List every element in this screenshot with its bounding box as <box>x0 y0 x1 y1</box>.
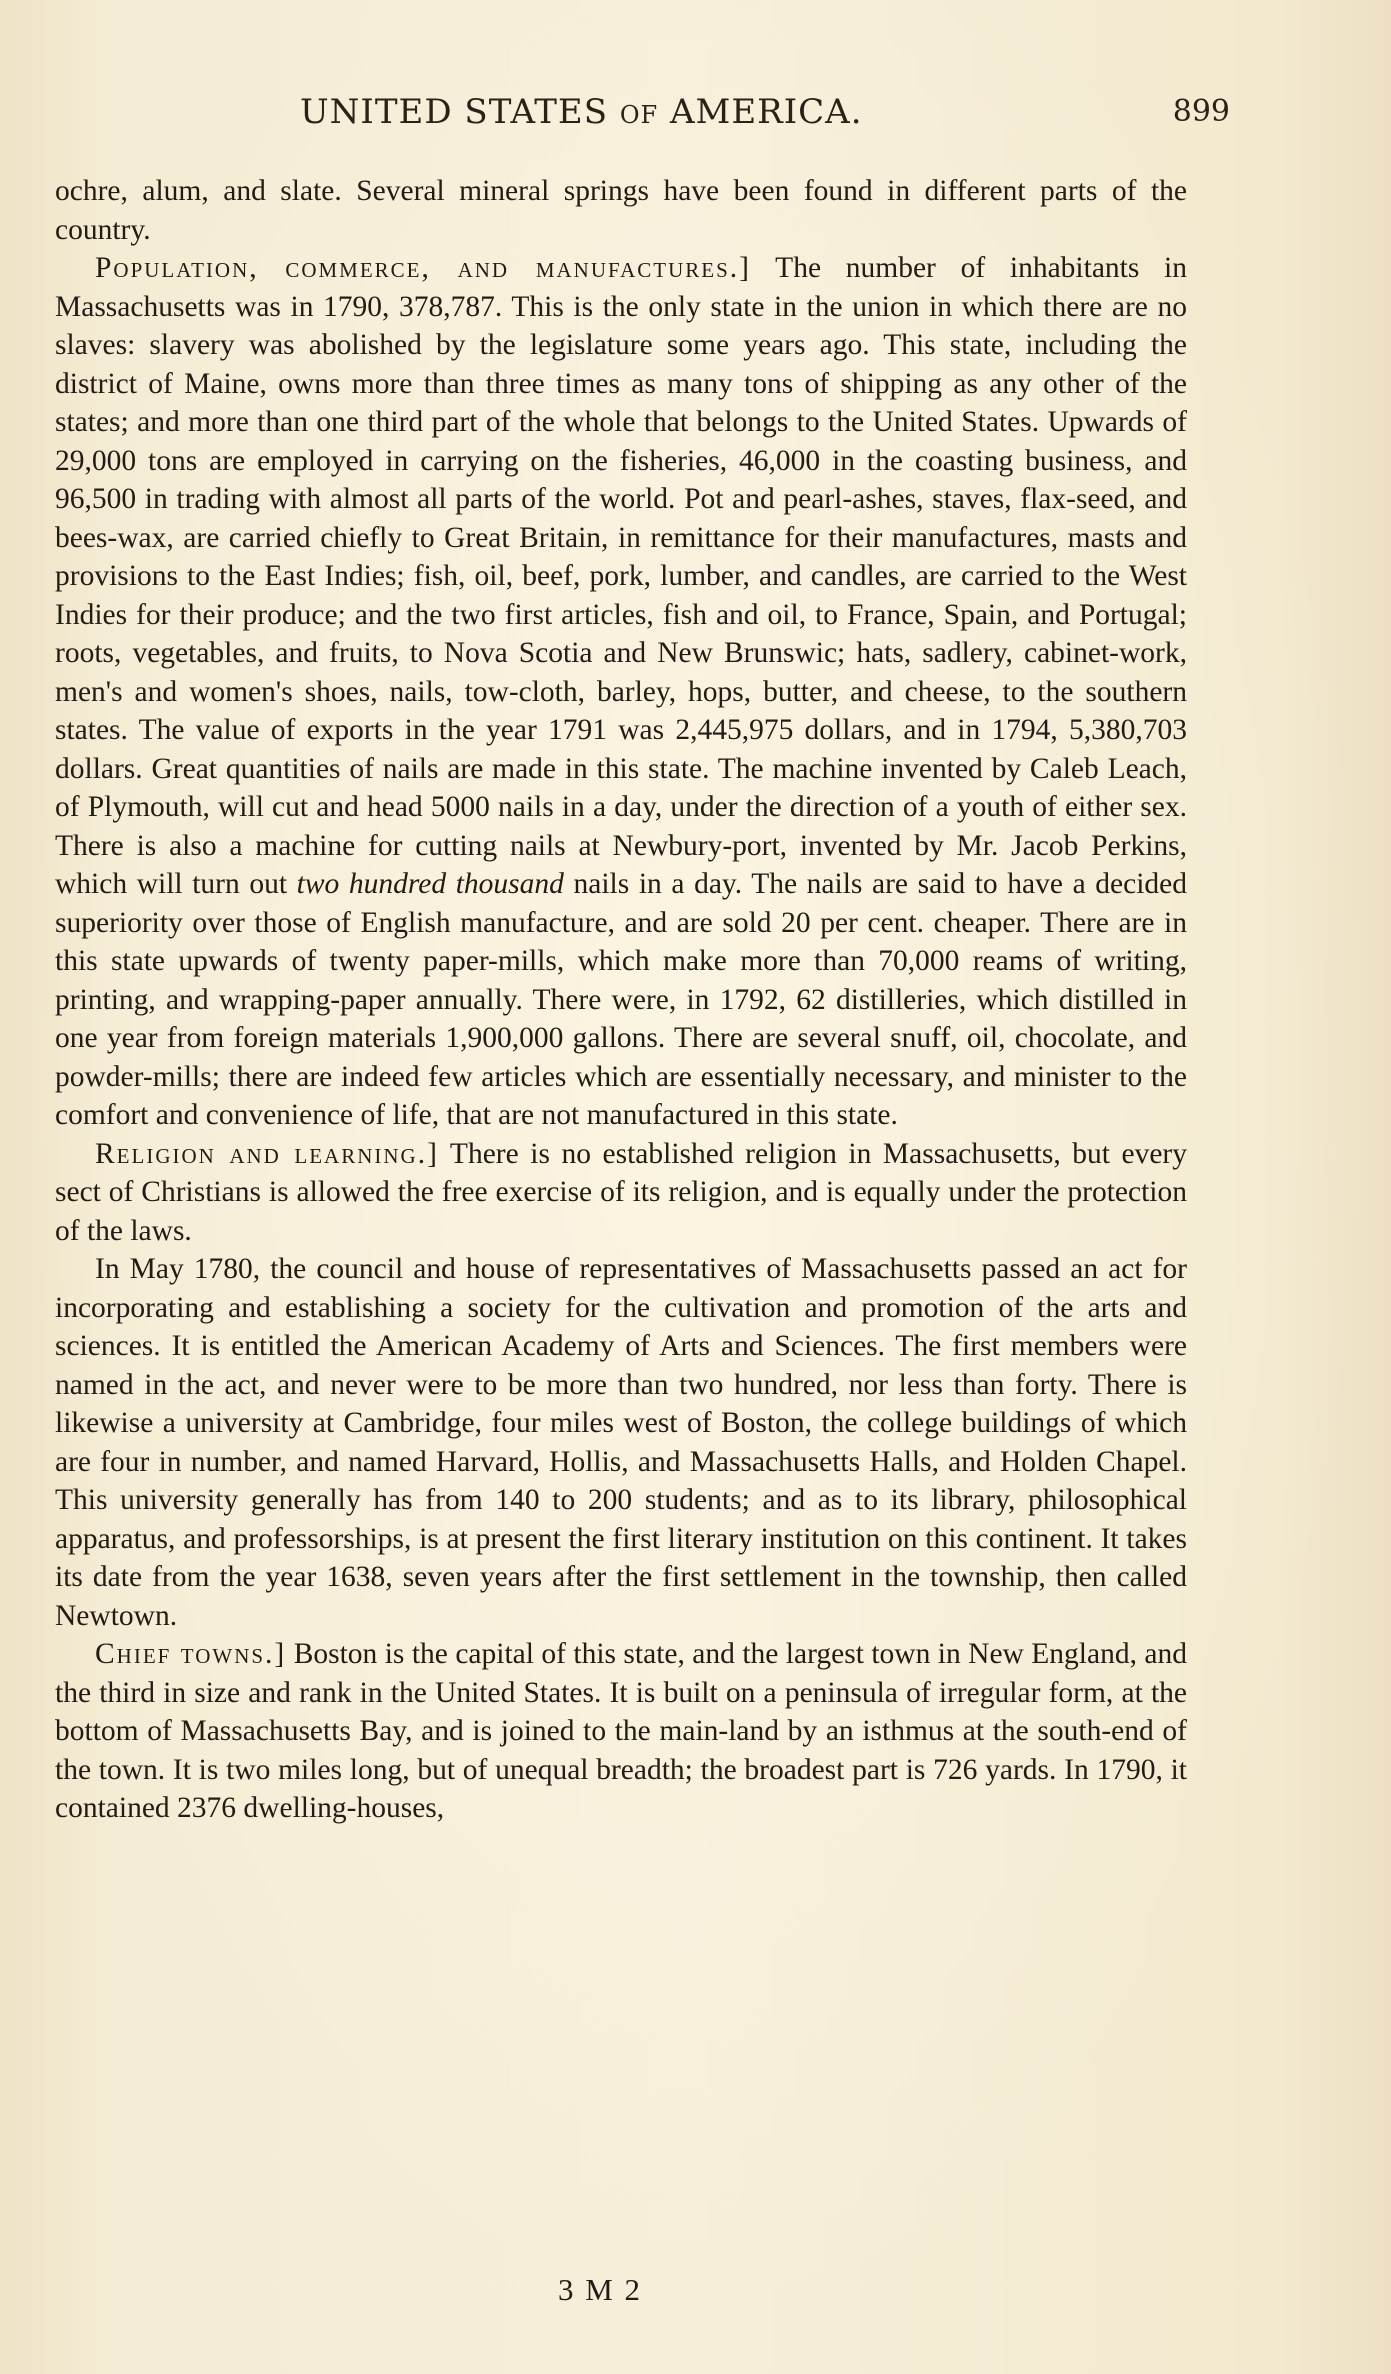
page-number: 899 <box>1172 94 1230 129</box>
section-heading-population: Population, commerce, and manufactures.] <box>95 252 751 284</box>
signature-mark: 3 M 2 <box>557 2272 643 2307</box>
paragraph-academy-university: In May 1780, the council and house of representatives of Massachusetts passed an act for incorporating and establishing a society for the cultivation and promotion of the arts and sciences. It is entitled the American Academy of Arts and Sciences. The first members were named in the act, and never were to be more than two hundred, nor less than forty. There is likewise a university at Cambridge, four miles west of Boston, the college buildings of which are four in number, and named Harvard, Hollis, and Massachusetts Halls, and Holden Chapel. This university generally has from 140 to 200 students; and as to its library, philosophical apparatus, and professorships, is at present the first literary institution on this continent. It takes its date from the year 1638, seven years after the first settlement in the township, then called Newtown. <box>55 1253 1187 1632</box>
paragraph-population-text-continued: nails in a day. The nails are said to have a decided superiority over those of English manufacture, and are sold 20 per cent. cheaper. There are in this state upwards of twenty paper-mills, which make more than 70,000 reams of writing, printing, and wrapping-paper annually. There were, in 1792, 62 distilleries, which distilled in one year from foreign materials 1,900,000 gallons. There are several snuff, oil, chocolate, and powder-mills; there are indeed few articles which are essentially necessary, and minister to the comfort and convenience of life, that are not manufactured in this state. <box>55 868 1188 1131</box>
paragraph-population-text: The number of inhabitants in Massachusetts was in 1790, 378,787. This is the only state in the union in which there are no slaves: slavery was abolished by the legislature some years ago. This state, including the district of Maine, owns more than three times as many tons of shipping as any other of the states; and more than one third part of the whole that belongs to the United States. Upwards of 29,000 tons are employed in carrying on the fisheries, 46,000 in the coasting business, and 96,500 in trading with almost all parts of the world. Pot and pearl-ashes, staves, flax-seed, and bees-wax, are carried chiefly to Great Britain, in remittance for their manufactures, masts and provisions to the East Indies; fish, oil, beef, pork, lumber, and candles, are carried to the West Indies for their produce; and the two first articles, fish and oil, to France, Spain, and Portugal; roots, vegetables, and fruits, to Nova Scotia and New Brunswic; hats, sadlery, cabinet-work, men's and women's shoes, nails, tow-cloth, barley, hops, butter, and cheese, to the southern states. The value of exports in the year 1791 was 2,445,975 dollars, and in 1794, 5,380,703 dollars. Great quantities of nails are made in this state. The machine invented by Caleb Leach, of Plymouth, will cut and head 5000 nails in a day, under the direction of a youth of either sex. There is also a machine for cutting nails at Newbury-port, invented by Mr. Jacob Perkins, which will turn out <box>55 252 1187 900</box>
italic-emphasis: two hundred thousand <box>296 868 564 900</box>
running-title <box>300 92 863 132</box>
paragraph-religion-learning <box>55 1135 1187 1251</box>
paragraph-minerals-end: ochre, alum, and slate. Several mineral springs have been found in different parts of the country. <box>55 175 1187 246</box>
running-title-post: AMERICA. <box>658 92 863 132</box>
running-title-of: OF <box>619 101 659 129</box>
page-header <box>300 92 1230 142</box>
paragraph-population-commerce <box>55 249 1187 1135</box>
body-text <box>55 172 1187 1828</box>
paragraph-chief-towns <box>55 1635 1187 1828</box>
running-title-pre: UNITED STATES <box>300 92 620 132</box>
paragraph-chief-towns-text: Boston is the capital of this state, and the largest town in New England, and the third in size and rank in the United States. It is built on a peninsula of irregular form, at the bottom of Massachusetts Bay, and is joined to the main-land by an isthmus at the south-end of the town. It is two miles long, but of unequal breadth; the broadest part is 726 yards. In 1790, it contained 2376 dwelling-houses, <box>55 1638 1187 1824</box>
section-heading-chief-towns: Chief towns.] <box>95 1638 287 1670</box>
section-heading-religion: Religion and learning.] <box>95 1137 439 1170</box>
paragraph-religion-text: There is no established religion in Massachusetts, but every sect of Christians is allowed the free exercise of its religion, and is equally under the protection of the laws. <box>55 1137 1187 1247</box>
